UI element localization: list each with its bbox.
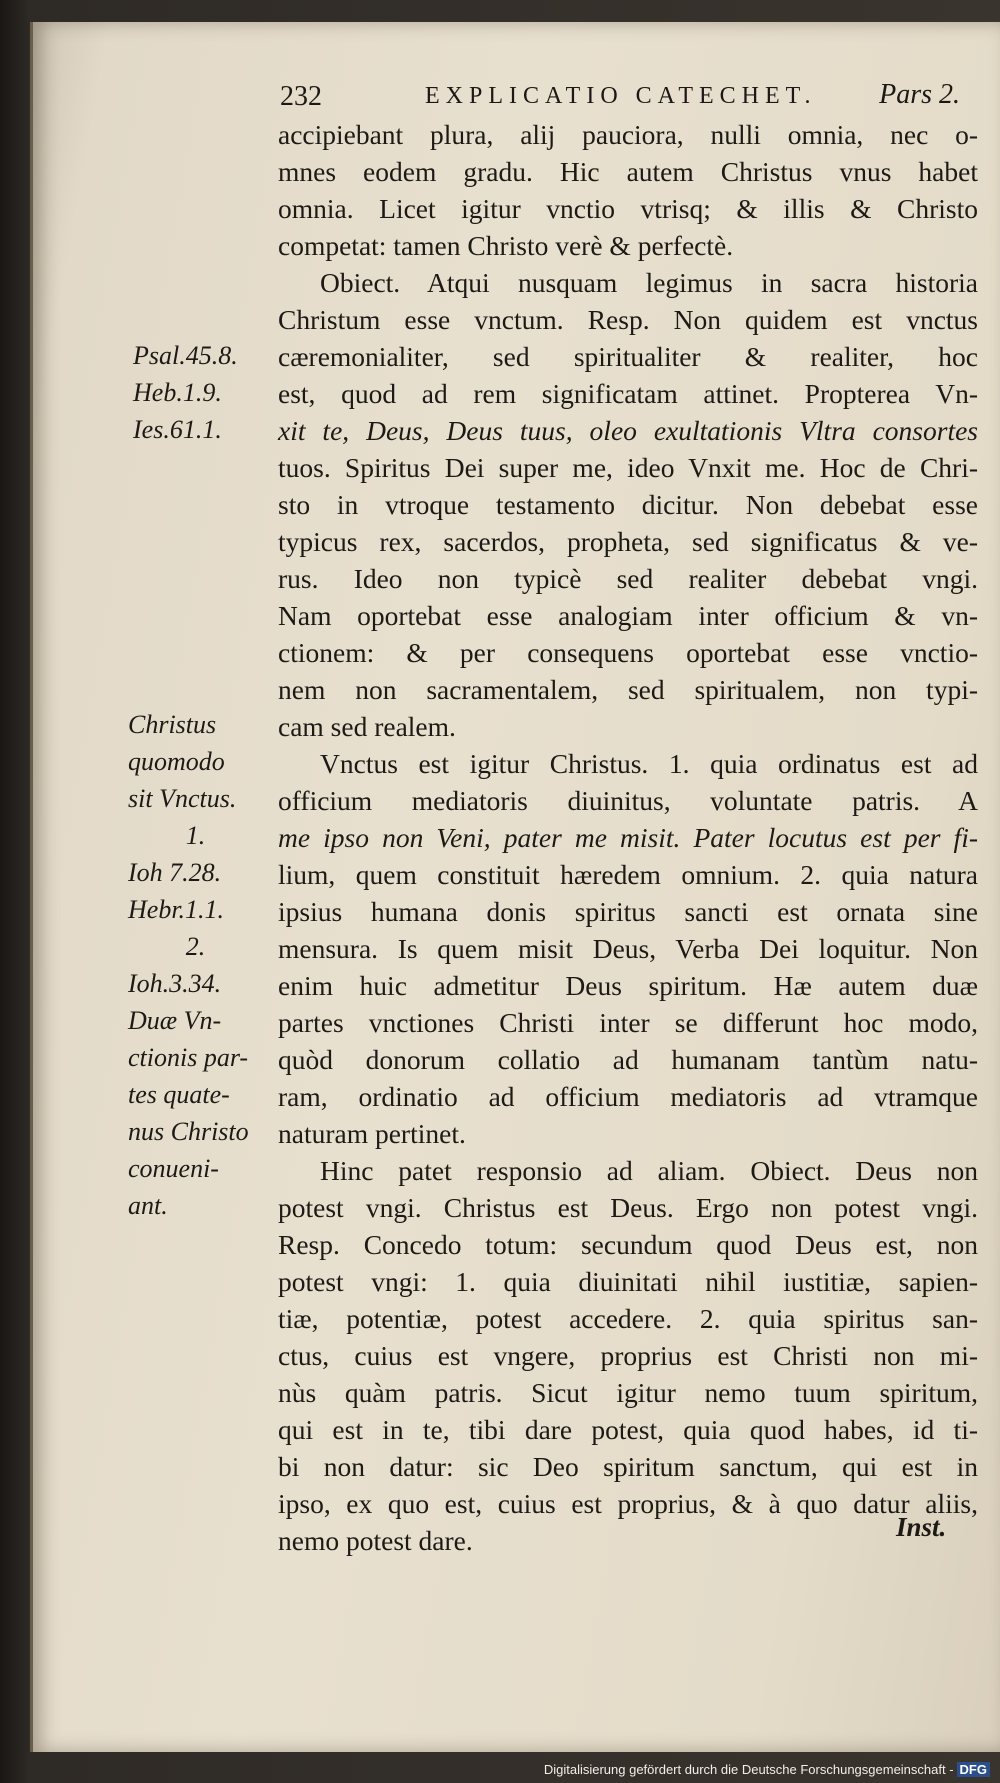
margin-gloss-line: nus Christo	[128, 1117, 249, 1146]
text-line: sto in vtroque testamento dicitur. Non debebat esse	[278, 489, 978, 520]
body-text	[278, 116, 978, 1559]
text-line: tuos. Spiritus Dei super me, ideo Vnxit me. Hoc de Chri-	[278, 452, 978, 483]
text-line: quòd donorum collatio ad humanam tantùm natu-	[278, 1044, 978, 1075]
text-line: competat: tamen Christo verè & perfectè.	[278, 230, 734, 261]
margin-ref: Heb.1.9.	[133, 378, 222, 407]
text-line: naturam pertinet.	[278, 1118, 466, 1149]
text-line: nùs quàm patris. Sicut igitur nemo tuum spiritum,	[278, 1377, 978, 1408]
digitization-credit	[544, 1762, 990, 1777]
text-line: mensura. Is quem misit Deus, Verba Dei loquitur. Non	[278, 933, 978, 964]
text-line: Resp. Concedo totum: secundum quod Deus est, non	[278, 1229, 978, 1260]
text-line: est, quod ad rem significatam attinet. Propterea Vn-	[278, 378, 978, 409]
margin-gloss-line: 2.	[185, 932, 206, 961]
text-line: me ipso non Veni, pater me misit. Pater locutus est per fi-	[278, 822, 978, 853]
margin-ref: Psal.45.8.	[133, 341, 238, 370]
text-line: Hinc patet responsio ad aliam. Obiect. Deus non	[320, 1155, 978, 1186]
part-label: Pars 2.	[879, 79, 960, 110]
margin-notes-gloss	[128, 706, 263, 1224]
text-line: xit te, Deus, Deus tuus, oleo exultationis Vltra consortes	[278, 415, 978, 446]
running-head	[280, 63, 960, 113]
page-number: 232	[280, 81, 322, 112]
text-line: bi non datur: sic Deo spiritum sanctum, qui est in	[278, 1451, 978, 1482]
margin-gloss-line: Duæ Vn-	[128, 1006, 222, 1035]
text-line: partes vnctiones Christi inter se differunt hoc modo,	[278, 1007, 978, 1038]
text-line: enim huic admetitur Deus spiritum. Hæ autem duæ	[278, 970, 978, 1001]
margin-gloss-line: ctionis par-	[128, 1043, 249, 1072]
text-line: Vnctus est igitur Christus. 1. quia ordinatus est ad	[320, 748, 978, 779]
text-line: ctionem: & per consequens oportebat esse vnctio-	[278, 637, 978, 668]
text-line: accipiebant plura, alij pauciora, nulli omnia, nec o-	[278, 119, 978, 150]
text-line: lium, quem constituit hæredem omnium. 2. quia natura	[278, 859, 978, 890]
text-line: ipsius humana donis spiritus sancti est ornata sine	[278, 896, 978, 927]
text-line: ctus, cuius est vngere, proprius est Christi non mi-	[278, 1340, 978, 1371]
margin-ref: Ies.61.1.	[133, 415, 222, 444]
text-line: officium mediatoris diuinitus, voluntate patris. A	[278, 785, 978, 816]
catchword: Inst.	[896, 1512, 947, 1542]
margin-gloss-line: sit Vnctus.	[128, 784, 237, 813]
text-line: ipso, ex quo est, cuius est proprius, & à quo datur aliis,	[278, 1488, 978, 1519]
margin-gloss-line: tes quate-	[128, 1080, 230, 1109]
dfg-logo: DFG	[957, 1762, 990, 1777]
text-line: Nam oportebat esse analogiam inter officium & vn-	[278, 600, 978, 631]
text-line: Obiect. Atqui nusquam legimus in sacra historia	[320, 267, 978, 298]
text-line: mnes eodem gradu. Hic autem Christus vnus habet	[278, 156, 978, 187]
text-line: Christum esse vnctum. Resp. Non quidem est vnctus	[278, 304, 978, 335]
text-line: typicus rex, sacerdos, propheta, sed significatus & ve-	[278, 526, 978, 557]
text-line: ram, ordinatio ad officium mediatoris ad vtramque	[278, 1081, 978, 1112]
text-line: potest vngi: 1. quia diuinitati nihil iustitiæ, sapien-	[278, 1266, 978, 1297]
margin-gloss-line: Ioh.3.34.	[128, 969, 222, 998]
margin-gloss-line: ant.	[128, 1191, 168, 1220]
text-line: cam sed realem.	[278, 711, 456, 742]
text-line: omnia. Licet igitur vnctio vtrisq; & illis & Christo	[278, 193, 978, 224]
margin-gloss-line: quomodo	[128, 747, 225, 776]
text-line: potest vngi. Christus est Deus. Ergo non potest vngi.	[278, 1192, 978, 1223]
margin-gloss-line: conueni-	[128, 1154, 219, 1183]
text-line: cæremonialiter, sed spiritualiter & realiter, hoc	[278, 341, 978, 372]
margin-gloss-line: Hebr.1.1.	[128, 895, 225, 924]
margin-gloss-line: Christus	[128, 710, 217, 739]
text-line: qui est in te, tibi dare potest, quia quod habes, id ti-	[278, 1414, 978, 1445]
text-line: tiæ, potentiæ, potest accedere. 2. quia spiritus san-	[278, 1303, 978, 1334]
text-line: nemo potest dare.	[278, 1525, 473, 1556]
credit-text: Digitalisierung gefördert durch die Deutsche Forschungsgemeinschaft -	[543, 1762, 954, 1777]
margin-gloss-line: 1.	[185, 821, 206, 850]
margin-gloss-line: Ioh 7.28.	[128, 858, 222, 887]
text-line: rus. Ideo non typicè sed realiter debebat vngi.	[278, 563, 978, 594]
text-line: nem non sacramentalem, sed spiritualem, non typi-	[278, 674, 978, 705]
running-title: EXPLICATIO CATECHET.	[425, 83, 817, 109]
margin-notes-scripture-refs	[133, 337, 238, 448]
